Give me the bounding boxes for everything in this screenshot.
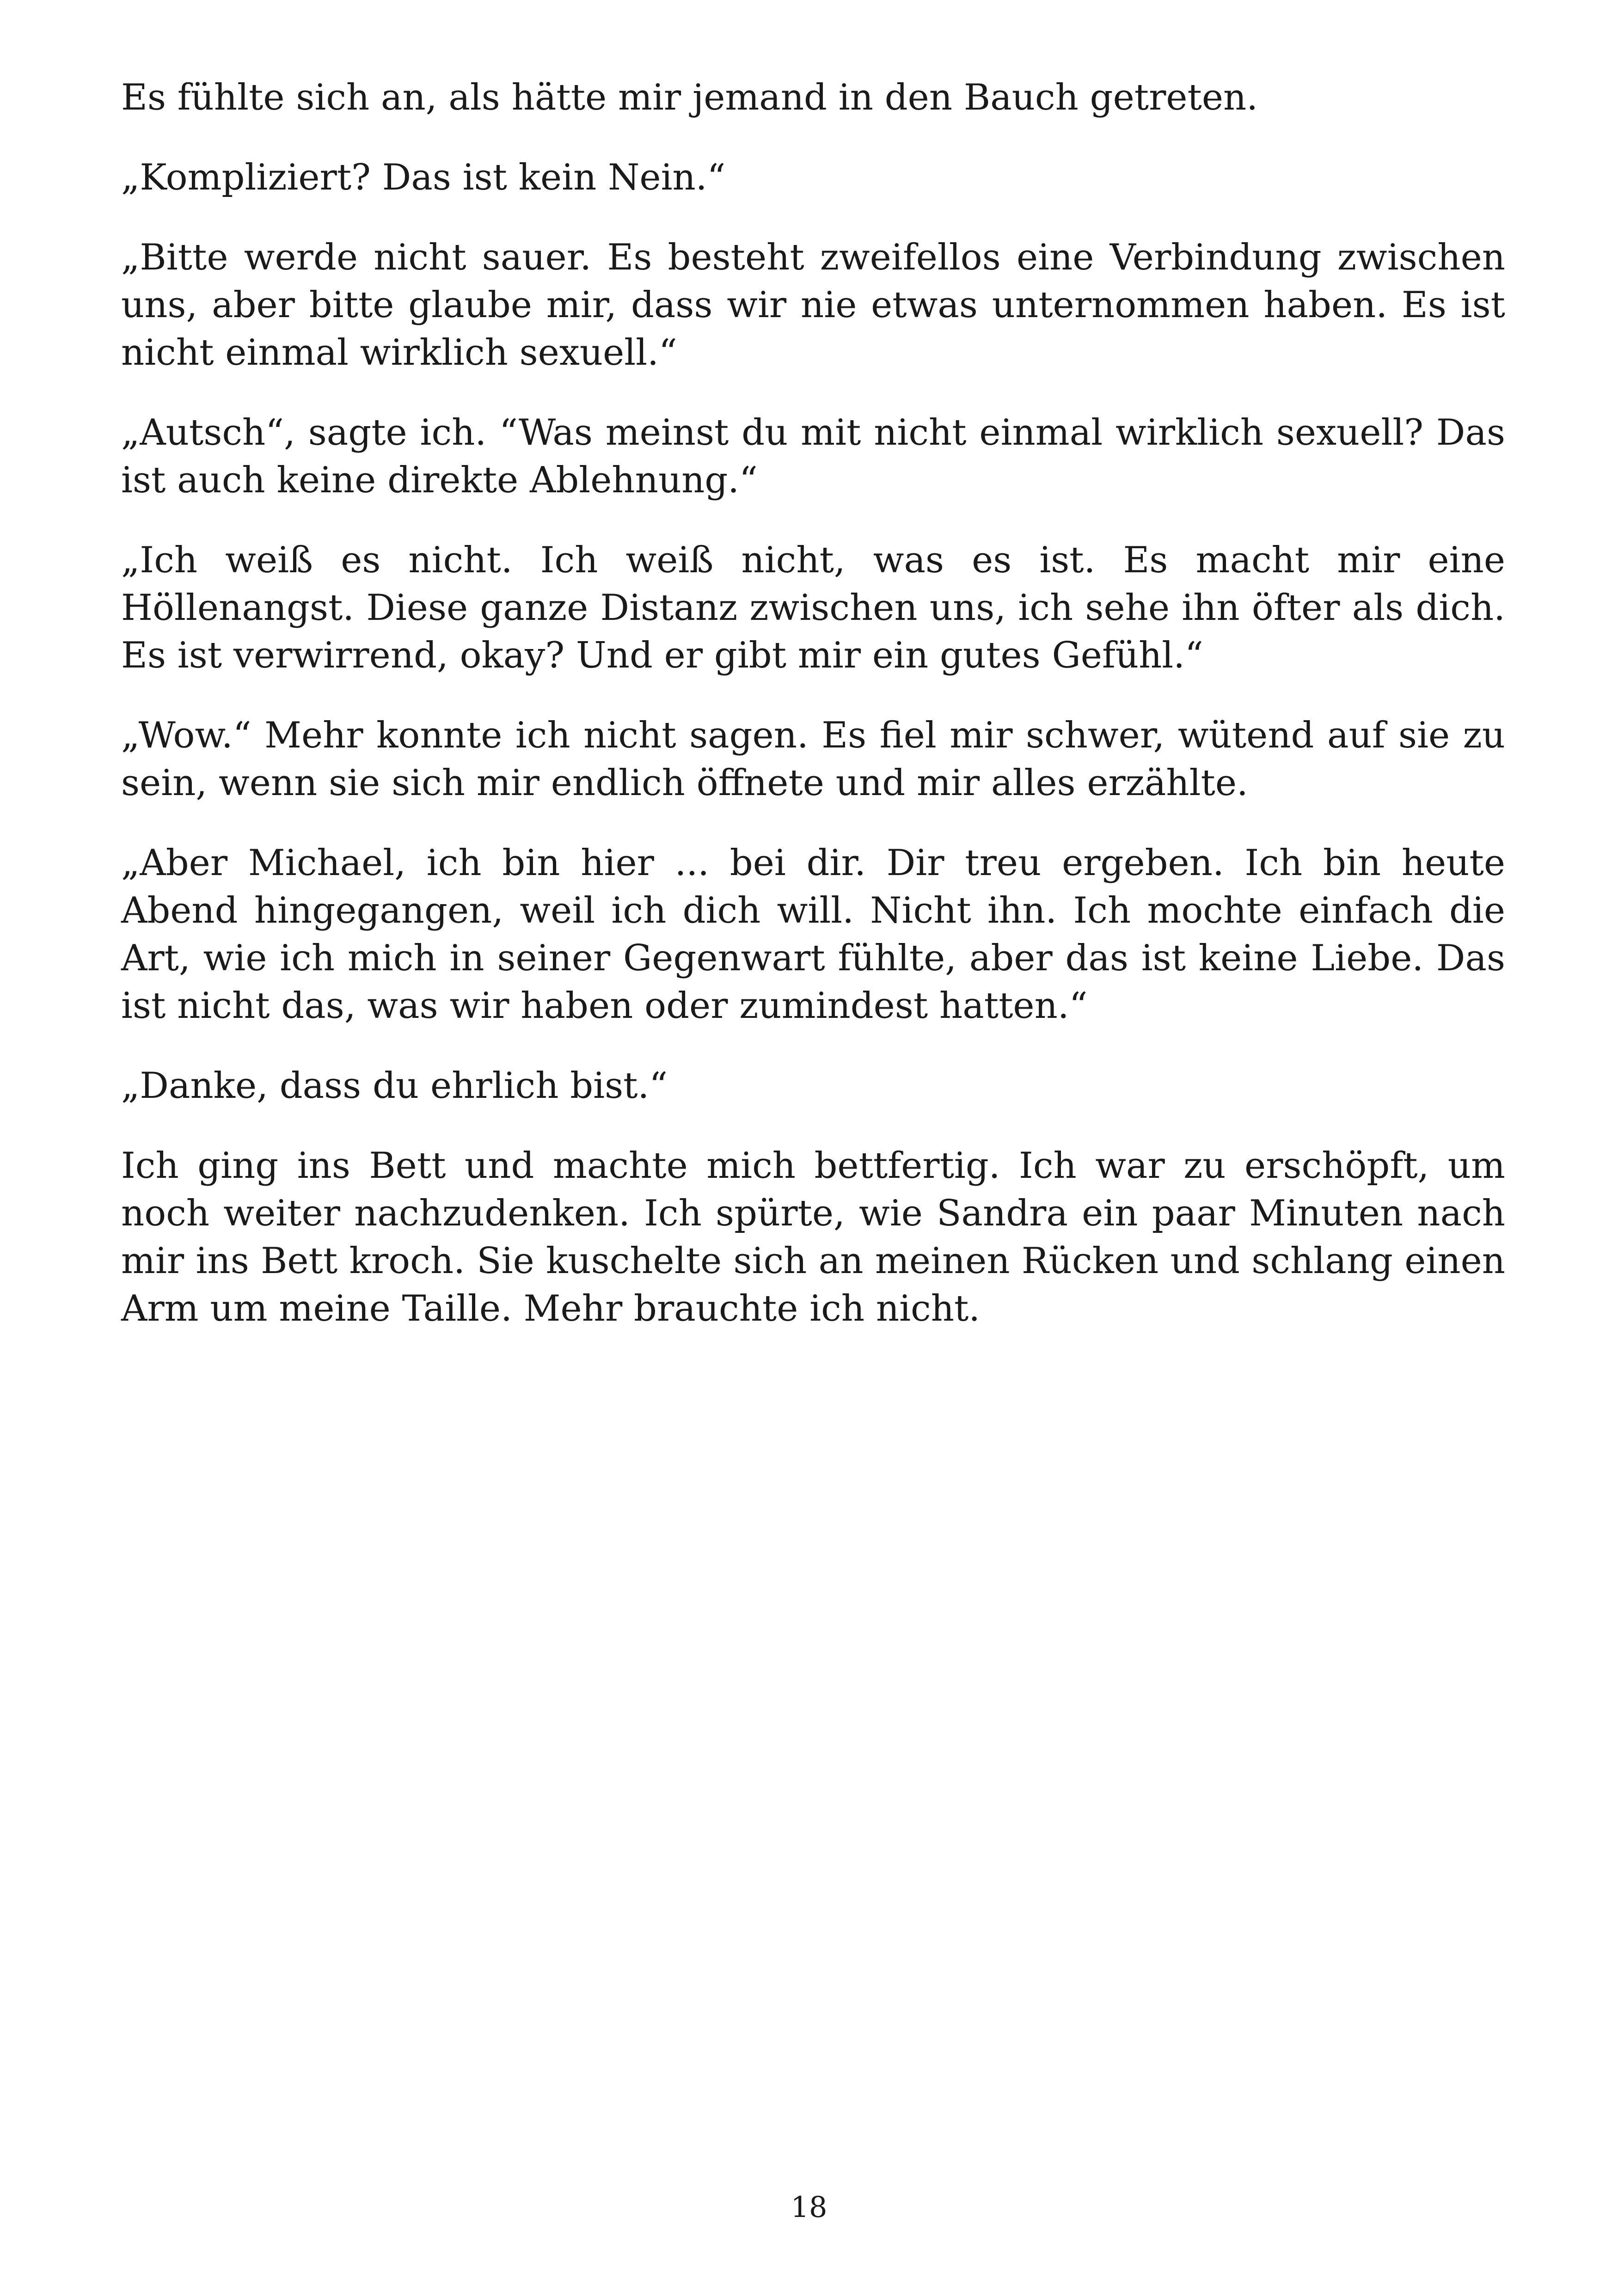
paragraph: „Bitte werde nicht sauer. Es besteht zweifellos eine Verbindung zwischen uns, aber bitte glaube mir, dass wir nie etwas unternommen haben. Es ist nicht einmal wirklich sexuell.“ xyxy=(121,237,1505,373)
paragraph: „Danke, dass du ehrlich bist.“ xyxy=(121,1065,668,1107)
body-text xyxy=(121,74,1505,1365)
page-number: 18 xyxy=(791,2190,827,2224)
paragraph: „Ich weiß es nicht. Ich weiß nicht, was es ist. Es macht mir eine Höllenangst. Diese ganze Distanz zwischen uns, ich sehe ihn öfter als dich. Es ist verwirrend, okay? Und er gibt mir ein gutes Gefühl.“ xyxy=(121,539,1505,676)
paragraph: „Kompliziert? Das ist kein Nein.“ xyxy=(121,157,726,198)
paragraph: Es fühlte sich an, als hätte mir jemand in den Bauch getreten. xyxy=(121,77,1258,118)
paragraph: „Autsch“, sagte ich. “Was meinst du mit nicht einmal wirklich sexuell? Das ist auch keine direkte Ablehnung.“ xyxy=(121,412,1505,501)
paragraph: Ich ging ins Bett und machte mich bettfertig. Ich war zu erschöpft, um noch weiter nachzudenken. Ich spürte, wie Sandra ein paar Minuten nach mir ins Bett kroch. Sie kuschelte sich an meinen Rücken und schlang einen Arm um meine Taille. Mehr brauchte ich nicht. xyxy=(121,1145,1505,1329)
paragraph: „Aber Michael, ich bin hier ... bei dir. Dir treu ergeben. Ich bin heute Abend hingegangen, weil ich dich will. Nicht ihn. Ich mochte einfach die Art, wie ich mich in seiner Gegenwart fühlte, aber das ist keine Liebe. Das ist nicht das, was wir haben oder zumindest hatten.“ xyxy=(121,842,1505,1027)
paragraph: „Wow.“ Mehr konnte ich nicht sagen. Es fiel mir schwer, wütend auf sie zu sein, wenn sie sich mir endlich öffnete und mir alles erzählte. xyxy=(121,715,1505,804)
